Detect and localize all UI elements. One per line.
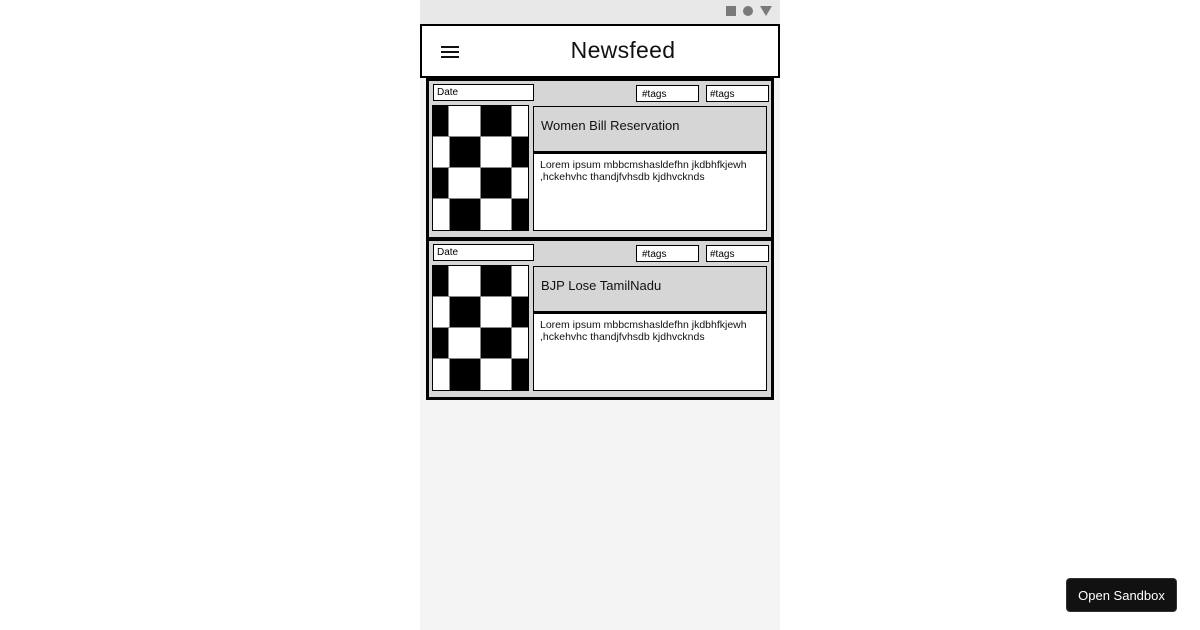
checker-cell [449, 198, 481, 231]
checker-cell [480, 105, 512, 137]
checker-cell [449, 296, 481, 328]
headline: BJP Lose TamilNadu [541, 278, 662, 293]
open-sandbox-button[interactable]: Open Sandbox [1066, 578, 1177, 612]
checker-cell [480, 265, 512, 297]
tag-field[interactable]: #tags [706, 245, 769, 262]
checker-cell [449, 358, 481, 391]
circle-icon [743, 6, 753, 16]
summary-box [533, 312, 767, 391]
headline: Women Bill Reservation [541, 118, 680, 133]
status-icons [726, 6, 772, 16]
app-bar [420, 24, 780, 78]
date-field[interactable]: Date [433, 244, 534, 261]
tag-field[interactable]: #tags [706, 85, 769, 102]
checker-cell [432, 265, 449, 297]
checker-cell [432, 105, 449, 137]
checker-cell [511, 136, 529, 168]
checker-cell [432, 167, 449, 199]
image-placeholder [432, 105, 529, 231]
news-card[interactable] [426, 238, 774, 400]
checker-cell [511, 358, 529, 391]
triangle-down-icon [760, 6, 772, 16]
checker-cell [449, 136, 481, 168]
news-card[interactable] [426, 78, 774, 240]
summary-box [533, 152, 767, 231]
square-icon [726, 6, 736, 16]
news-feed [426, 78, 774, 400]
checker-cell [511, 198, 529, 231]
image-placeholder [432, 265, 529, 391]
checker-cell [480, 327, 512, 359]
date-field[interactable]: Date [433, 84, 534, 101]
checker-cell [480, 167, 512, 199]
summary-text: Lorem ipsum mbbcmshasldefhn jkdbhfkjewh ,hckehvhc thandjfvhsdb kjdhvcknds [540, 319, 747, 343]
status-bar [420, 0, 780, 24]
tag-field[interactable]: #tags [636, 85, 699, 102]
phone-frame [420, 0, 780, 630]
checker-cell [432, 327, 449, 359]
page-title: Newsfeed [570, 37, 676, 63]
headline-box[interactable] [533, 106, 767, 153]
tag-field[interactable]: #tags [636, 245, 699, 262]
summary-text: Lorem ipsum mbbcmshasldefhn jkdbhfkjewh ,hckehvhc thandjfvhsdb kjdhvcknds [540, 159, 747, 183]
checker-cell [511, 296, 529, 328]
headline-box[interactable] [533, 266, 767, 313]
